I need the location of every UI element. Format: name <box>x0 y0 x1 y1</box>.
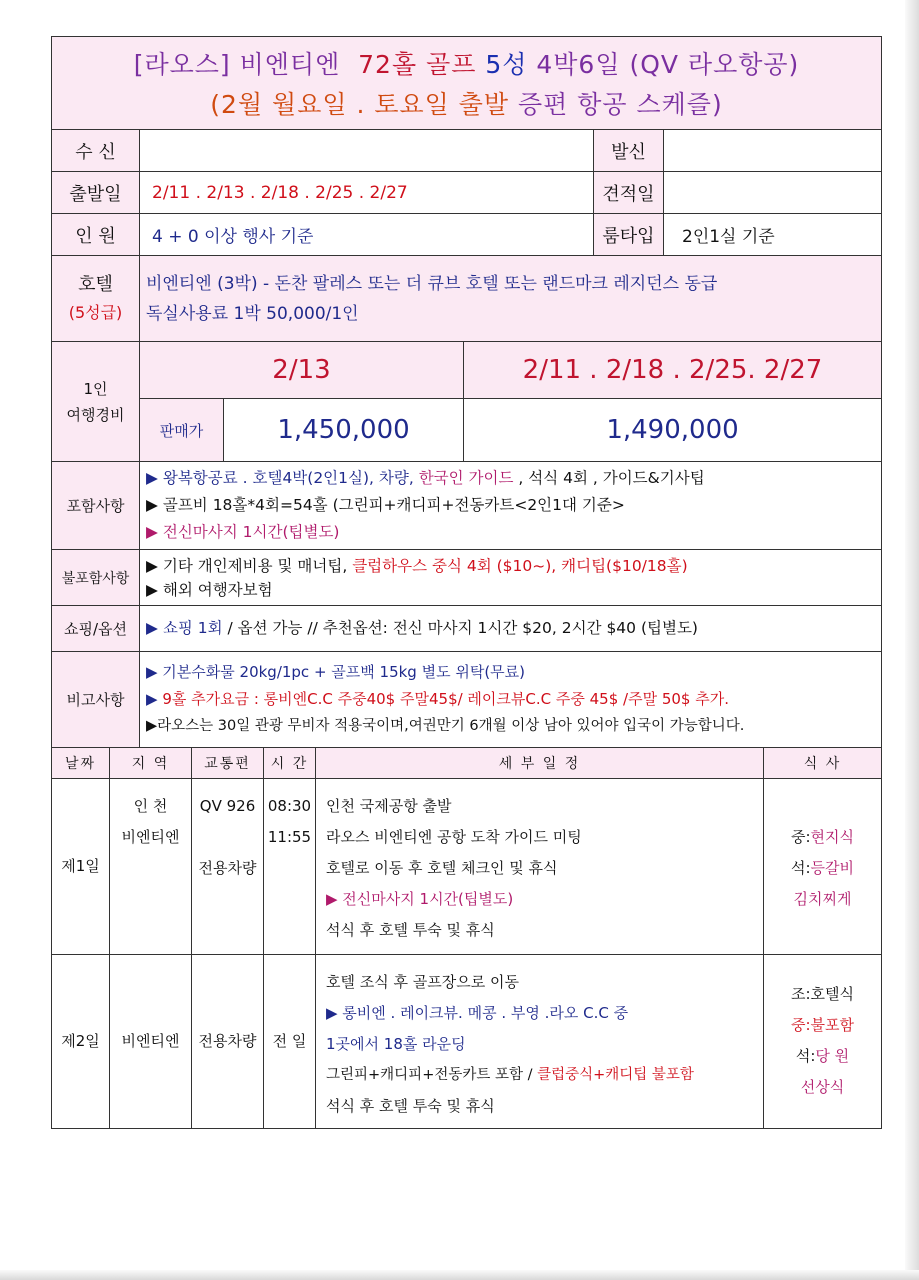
roomtype-label: 룸타입 <box>594 214 664 256</box>
schedule-row-day1 <box>52 778 882 954</box>
shopping-label: 쇼핑/옵션 <box>52 606 140 652</box>
remarks-label: 비고사항 <box>52 652 140 748</box>
header-time: 시 간 <box>264 747 316 778</box>
title-grade: 5성 <box>485 50 528 79</box>
schedule-header-row <box>52 747 882 778</box>
schedule-table <box>51 747 882 1129</box>
title-schedule-note: 증편 항공 스케즐) <box>518 90 723 119</box>
shopping-count: 쇼핑 1회 <box>162 619 223 637</box>
page-edge-bottom <box>0 1270 919 1280</box>
hotel-info <box>140 256 882 342</box>
title-line-1 <box>52 45 881 85</box>
title-area: 비엔티엔 <box>239 50 341 79</box>
includes-line-1: ▶ 왕복항공료 . 호텔4박(2인1실), 차량, 한국인 가이드 , 석식 4회 , 가이드&기사팁 <box>146 469 705 487</box>
day2-region: 비엔티엔 <box>110 954 192 1128</box>
price-amount-b: 1,490,000 <box>464 399 882 462</box>
remarks-line-1: ▶ 기본수화물 20kg/1pc + 골프백 15kg 별도 위탁(무료) <box>146 663 526 681</box>
title-duration: 4박6일 <box>536 50 621 79</box>
header-detail: 세 부 일 정 <box>316 747 764 778</box>
itinerary-document <box>51 36 881 1129</box>
day2-time: 전 일 <box>264 954 316 1128</box>
price-date-b: 2/11 . 2/18 . 2/25. 2/27 <box>464 342 882 399</box>
departure-dates: 2/11 . 2/13 . 2/18 . 2/25 . 2/27 <box>140 172 594 214</box>
sender-label: 발신 <box>594 130 664 172</box>
hotel-line-1: 비엔티엔 (3박) - 돈찬 팔레스 또는 더 큐브 호텔 또는 랜드마크 레지던스 동급 <box>146 273 718 294</box>
title-holes: 72홀 <box>358 50 418 79</box>
day1-label: 제1일 <box>52 778 110 954</box>
hotel-label <box>52 256 140 342</box>
excludes-line-1: ▶ 기타 개인제비용 및 매너팁, 클럽하우스 중식 4회 ($10~), 캐디팁($10/18홀) <box>146 556 688 575</box>
hotel-label-grade: (5성급) <box>68 302 123 322</box>
receiver-value <box>140 130 594 172</box>
day1-meals: 중:현지식 석:등갈비 김치찌게 <box>764 778 882 954</box>
includes-line-2: ▶ 골프비 18홀*4회=54홀 (그린피+캐디피+전동카트<2인1대 기준> <box>146 496 625 514</box>
price-label-main: 1인 <box>83 379 108 398</box>
header-table <box>51 36 882 748</box>
includes-content <box>140 462 882 550</box>
estimate-label: 견적일 <box>594 172 664 214</box>
day2-label: 제2일 <box>52 954 110 1128</box>
excludes-label: 불포함사항 <box>52 550 140 606</box>
day2-meals: 조:호텔식 중:불포함 석:당 원 선상식 <box>764 954 882 1128</box>
estimate-value <box>664 172 882 214</box>
remarks-line-3: ▶라오스는 30일 관광 무비자 적용국이며,여권만기 6개월 이상 남아 있어야 입국이 가능합니다. <box>146 718 745 734</box>
departure-label: 출발일 <box>52 172 140 214</box>
day1-transport: QV 926 전용차량 <box>192 778 264 954</box>
price-label-sub: 여행경비 <box>66 405 125 424</box>
excludes-line-2: ▶ 해외 여행자보험 <box>146 580 273 599</box>
excludes-content <box>140 550 882 606</box>
remarks-line-2: ▶ 9홀 추가요금 : 롱비엔C.C 주중40$ 주말45$/ 레이크뷰C.C 주중 45$ /주말 50$ 추가. <box>146 690 729 708</box>
price-label <box>52 342 140 462</box>
header-region: 지 역 <box>110 747 192 778</box>
sale-price-label: 판매가 <box>140 399 224 462</box>
day1-details: 인천 국제공항 출발 라오스 비엔티엔 공항 도착 가이드 미팅 호텔로 이동 후 호텔 체크인 및 휴식 ▶ 전신마사지 1시간(팁별도) 석식 후 호텔 투숙 및 휴식 <box>316 778 764 954</box>
sender-value <box>664 130 882 172</box>
day1-region: 인 천 비엔티엔 <box>110 778 192 954</box>
title-departure-days: (2월 월요일 . 토요일 출발 <box>210 90 510 119</box>
page-edge-right <box>905 0 919 1280</box>
price-amount-a: 1,450,000 <box>224 399 464 462</box>
includes-label: 포함사항 <box>52 462 140 550</box>
header-meal: 식 사 <box>764 747 882 778</box>
title-block <box>52 37 882 130</box>
receiver-label: 수 신 <box>52 130 140 172</box>
title-country: [라오스] <box>133 50 231 79</box>
header-transport: 교통편 <box>192 747 264 778</box>
hotel-line-2: 독실사용료 1박 50,000/1인 <box>146 303 359 324</box>
day2-details: 호텔 조식 후 골프장으로 이동 ▶ 롱비엔 . 레이크뷰. 메콩 . 부영 .라오 C.C 중 1곳에서 18홀 라운딩 그린피+캐디피+전동카트 포함 / 클럽중식+캐디팁 불포함 석식 후 호텔 투숙 및 휴식 <box>316 954 764 1128</box>
roomtype-value: 2인1실 기준 <box>664 214 882 256</box>
shopping-content: ▶ 쇼핑 1회 / 옵션 가능 // 추천옵션: 전신 마사지 1시간 $20, 2시간 $40 (팁별도) <box>140 606 882 652</box>
schedule-row-day2 <box>52 954 882 1128</box>
hotel-label-main: 호텔 <box>78 273 113 295</box>
price-date-a: 2/13 <box>140 342 464 399</box>
header-date: 날짜 <box>52 747 110 778</box>
title-line-2 <box>52 85 881 125</box>
people-value: 4 + 0 이상 행사 기준 <box>140 214 594 256</box>
remarks-content <box>140 652 882 748</box>
day2-transport: 전용차량 <box>192 954 264 1128</box>
people-label: 인 원 <box>52 214 140 256</box>
title-golf: 골프 <box>426 50 477 79</box>
includes-line-3: ▶ 전신마사지 1시간(팁별도) <box>146 523 340 541</box>
day1-time: 08:30 11:55 <box>264 778 316 954</box>
title-airline: (QV 라오항공) <box>629 50 800 79</box>
